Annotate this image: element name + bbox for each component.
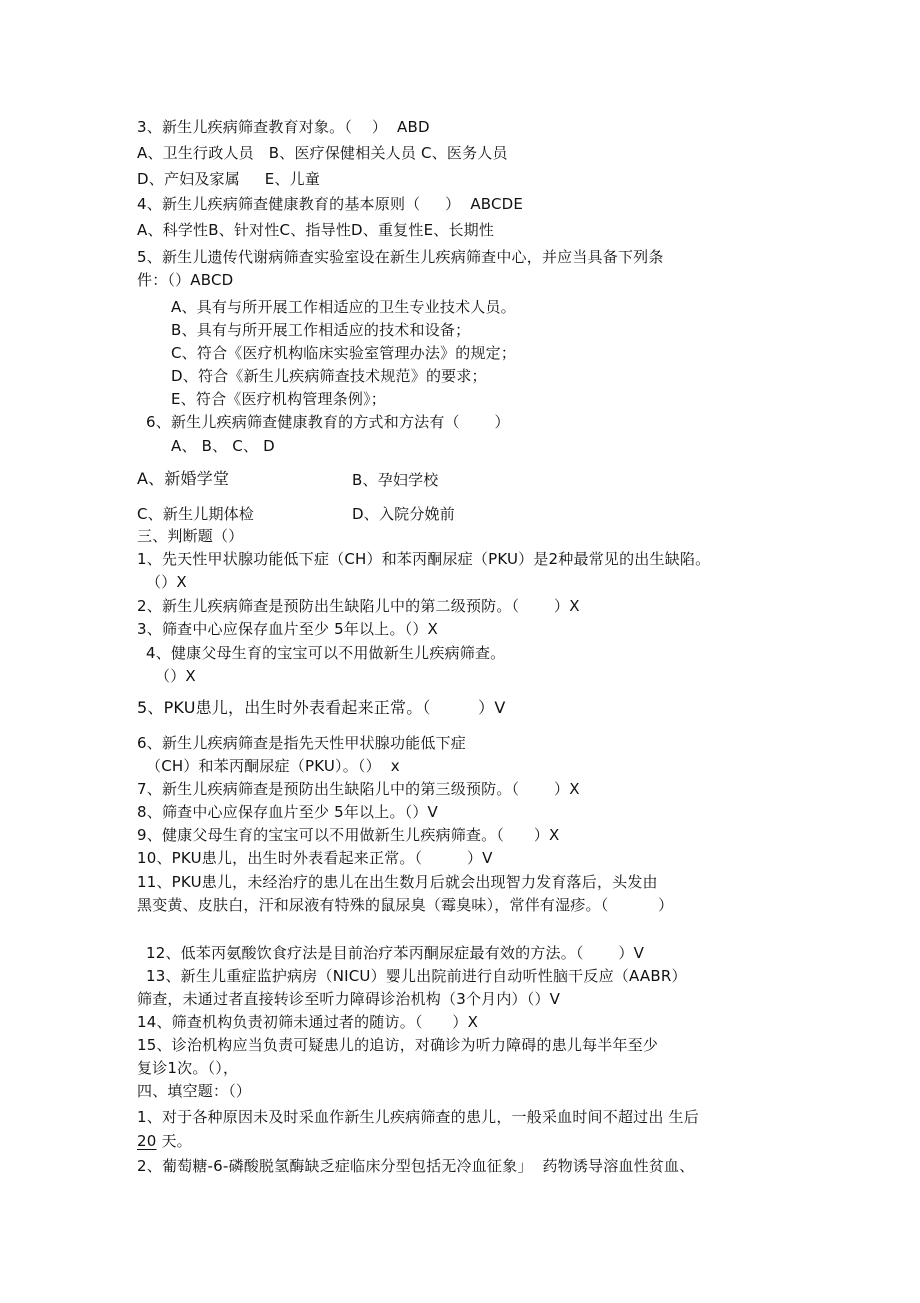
question-4-options: A、科学性B、针对性C、指导性D、重复性E、长期性: [137, 221, 495, 239]
judgment-4-line1: 4、健康父母生育的宝宝可以不用做新生儿疾病筛查。: [146, 644, 506, 662]
fill-1-line1: 1、对于各种原因未及时采血作新生儿疾病筛查的患儿，一般采血时间不超过出 生后: [137, 1108, 699, 1126]
question-5-line2: 件：（）ABCD: [137, 271, 234, 289]
judgment-15-line2: 复诊1次。（），: [137, 1059, 239, 1077]
judgment-1-line2: （）X: [146, 573, 187, 591]
judgment-10: 10、PKU患儿，出生时外表看起来正常。（ ）V: [137, 849, 493, 867]
fill-1-answer-blank: 20: [137, 1132, 157, 1150]
judgment-5: 5、PKU患儿，出生时外表看起来正常。（ ）V: [137, 698, 506, 717]
judgment-11-line1: 11、PKU患儿，未经治疗的患儿在出生数月后就会出现智力发育落后，头发由: [137, 873, 658, 891]
question-6-option-a: A、新婚学堂: [137, 469, 230, 488]
question-6-option-c: C、新生儿期体检: [137, 505, 255, 523]
judgment-9: 9、健康父母生育的宝宝可以不用做新生儿疾病筛查。（ ）X: [137, 826, 560, 844]
question-5-option-d: D、符合《新生儿疾病筛查技术规范》的要求；: [171, 367, 487, 385]
judgment-3: 3、筛查中心应保存血片至少 5年以上。（）X: [137, 620, 439, 638]
judgment-13-line2: 筛查，未通过者直接转诊至听力障碍诊治机构（3个月内）（）V: [137, 990, 561, 1008]
question-6-option-d: D、入院分娩前: [352, 505, 455, 523]
question-6-option-b: B、孕妇学校: [352, 471, 439, 489]
judgment-12: 12、低苯丙氨酸饮食疗法是目前治疗苯丙酮尿症最有效的方法。（ ）V: [146, 944, 645, 962]
judgment-1-line1: 1、先天性甲状腺功能低下症（CH）和苯丙酮尿症（PKU）是2种最常见的出生缺陷。: [137, 550, 711, 568]
question-5-option-c: C、符合《医疗机构临床实验室管理办法》的规定；: [171, 344, 517, 362]
question-4: 4、新生儿疾病筛查健康教育的基本原则（ ） ABCDE: [137, 195, 524, 213]
question-3-options-row1: A、卫生行政人员 B、医疗保健相关人员 C、医务人员: [137, 144, 508, 162]
section-3-heading: 三、判断题（）: [137, 527, 244, 545]
question-5-option-b: B、具有与所开展工作相适应的技术和设备；: [171, 321, 471, 339]
judgment-14: 14、筛查机构负责初筛未通过者的随访。（ ）X: [137, 1013, 479, 1031]
question-6-answer: A、 B、 C、 D: [171, 437, 275, 455]
fill-1-line2-rest: 天。: [156, 1132, 192, 1150]
judgment-13-line1: 13、新生儿重症监护病房（NICU）婴儿出院前进行自动听性脑干反应（AABR）: [146, 967, 687, 985]
fill-1-line2: [137, 1131, 192, 1151]
judgment-6-line2: （CH）和苯丙酮尿症（PKU）。（） x: [146, 757, 400, 775]
fill-2-line1: 2、葡萄糖-6-磷酸脱氢酶缺乏症临床分型包括无冷血征象」 药物诱导溶血性贫血、: [137, 1157, 695, 1175]
question-3-options-row2: D、产妇及家属 E、儿童: [137, 170, 321, 188]
section-4-heading: 四、填空题：（）: [137, 1082, 252, 1100]
judgment-11-line2: 黑变黄、皮肤白，汗和尿液有特殊的鼠尿臭（霉臭味），常伴有湿疹。（ ）: [137, 896, 674, 914]
question-5-option-e: E、符合《医疗机构管理条例》；: [171, 390, 386, 408]
judgment-4-line2: （）X: [155, 667, 196, 685]
judgment-6-line1: 6、新生儿疾病筛查是指先天性甲状腺功能低下症: [137, 734, 466, 752]
judgment-2: 2、新生儿疾病筛查是预防出生缺陷儿中的第二级预防。（ ）X: [137, 597, 580, 615]
question-6: 6、新生儿疾病筛查健康教育的方式和方法有（ ）: [146, 413, 510, 431]
judgment-15-line1: 15、诊治机构应当负责可疑患儿的追访，对确诊为听力障碍的患儿每半年至少: [137, 1036, 659, 1054]
question-5-line1: 5、新生儿遗传代谢病筛查实验室设在新生儿疾病筛查中心，并应当具备下列条: [137, 248, 664, 266]
judgment-7: 7、新生儿疾病筛查是预防出生缺陷儿中的第三级预防。（ ）X: [137, 780, 580, 798]
judgment-8: 8、筛查中心应保存血片至少 5年以上。（）V: [137, 803, 439, 821]
question-5-option-a: A、具有与所开展工作相适应的卫生专业技术人员。: [171, 298, 516, 316]
question-3: 3、新生儿疾病筛查教育对象。（ ） ABD: [137, 118, 430, 136]
